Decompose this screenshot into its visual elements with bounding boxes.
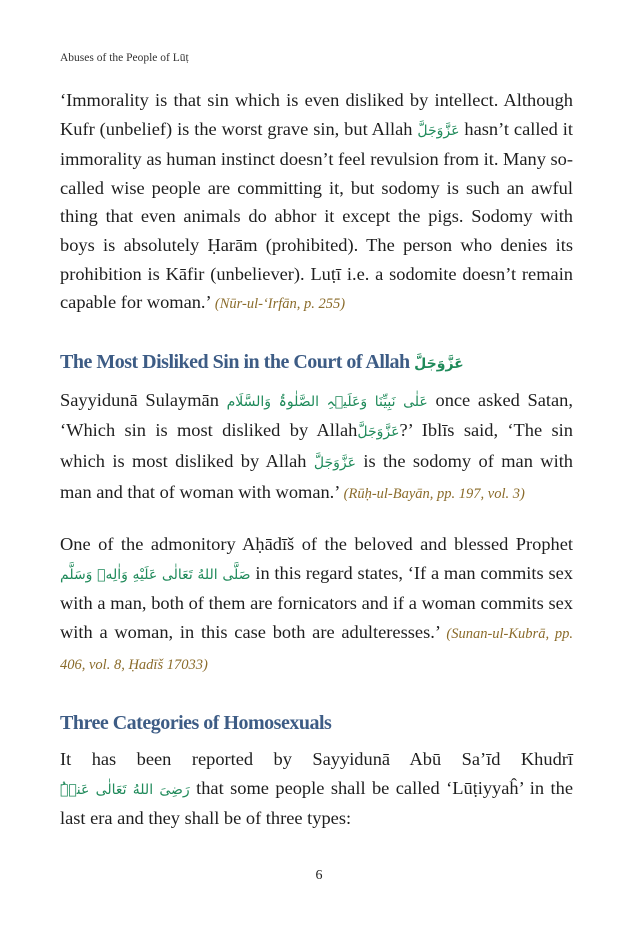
honorific-azza-wa-jal: عَزَّوَجَلَّ	[357, 424, 400, 441]
section-heading-text: The Most Disliked Sin in the Court of Allah	[60, 350, 410, 373]
paragraph-text: once asked Satan, ‘Which sin is most disliked by Allah	[60, 389, 573, 441]
honorific-alayhis-salam: عَلٰی نَبِیِّنَا وَعَلَیۡہِ الصَّلٰوۃُ وَالسَّلَام	[226, 393, 428, 410]
paragraph-text: ?’ Iblīs said, ‘The sin which is most disliked by Allah	[60, 420, 573, 471]
page-number: 6	[315, 868, 323, 883]
paragraph-text: is the sodomy of man with man and that of woman with woman.’	[60, 450, 573, 502]
section-heading-three-categories: Three Categories of Homosexuals	[60, 712, 332, 735]
quote-text: ‘Immorality is that sin which is even disliked by intellect. Although Kufr (unbelief) is the worst grave sin, but Allah	[60, 90, 573, 139]
honorific-salawat: صَلَّى اللهُ تَعَالٰى عَلَيْهِ وَاٰلِهٖ وَسَلَّم	[60, 566, 251, 583]
paragraph-text: It has been reported by Sayyidunā Abū Sa’īd Khudrī	[60, 749, 573, 770]
paragraph-sulayman	[60, 386, 573, 508]
quote-paragraph	[60, 86, 573, 319]
quote-citation: (Nūr-ul-‘Irfān, p. 255)	[214, 296, 346, 313]
page-content	[60, 86, 573, 833]
honorific-azza-wa-jal: عَزَّوَجَلَّ	[417, 122, 460, 139]
citation-ruh-ul-bayan: (Rūḥ-ul-Bayān, pp. 197, vol. 3)	[343, 485, 525, 502]
paragraph-abu-said	[60, 745, 573, 833]
quote-text-continued: hasn’t called it immorality as human instinct doesn’t feel revulsion from it. Many so-called wise people are committing it, but sodomy is such an awful thing that even animals do abhor it except the pigs. Sodomy with boys is absolutely Ḥarām (prohibited). The person who denies its prohibition is Kāfir (unbeliever). Luṭī i.e. a sodomite doesn’t remain capable for woman.’	[60, 118, 573, 313]
section-heading-most-disliked-sin	[60, 348, 573, 378]
running-head: Abuses of the People of Lūṭ	[60, 52, 189, 64]
heading-honorific: عَزَّوَجَلَّ	[414, 355, 464, 372]
paragraph-text: Sayyidunā Sulaymān	[60, 389, 219, 410]
honorific-radiyallahu-anhu: رَضِیَ اللهُ تَعَالٰی عَنۡہُ	[60, 781, 190, 798]
paragraph-text: that some people shall be called ‘Lūṭiyyaĥ’ in the last era and they shall be of three types:	[60, 777, 573, 829]
citation-sunan-ul-kubra: (Sunan-ul-Kubrā, pp. 406, vol. 8, Ḥadīš 17033)	[60, 625, 573, 673]
paragraph-text: One of the admonitory Aḥādīš of the beloved and blessed Prophet	[60, 534, 573, 555]
paragraph-text: in this regard states, ‘If a man commits sex with a man, both of them are fornicators and if a woman commits sex with a woman, in this case both are adulteresses.’	[60, 562, 573, 642]
paragraph-hadith	[60, 530, 573, 679]
honorific-azza-wa-jal: عَزَّوَجَلَّ	[313, 454, 356, 471]
